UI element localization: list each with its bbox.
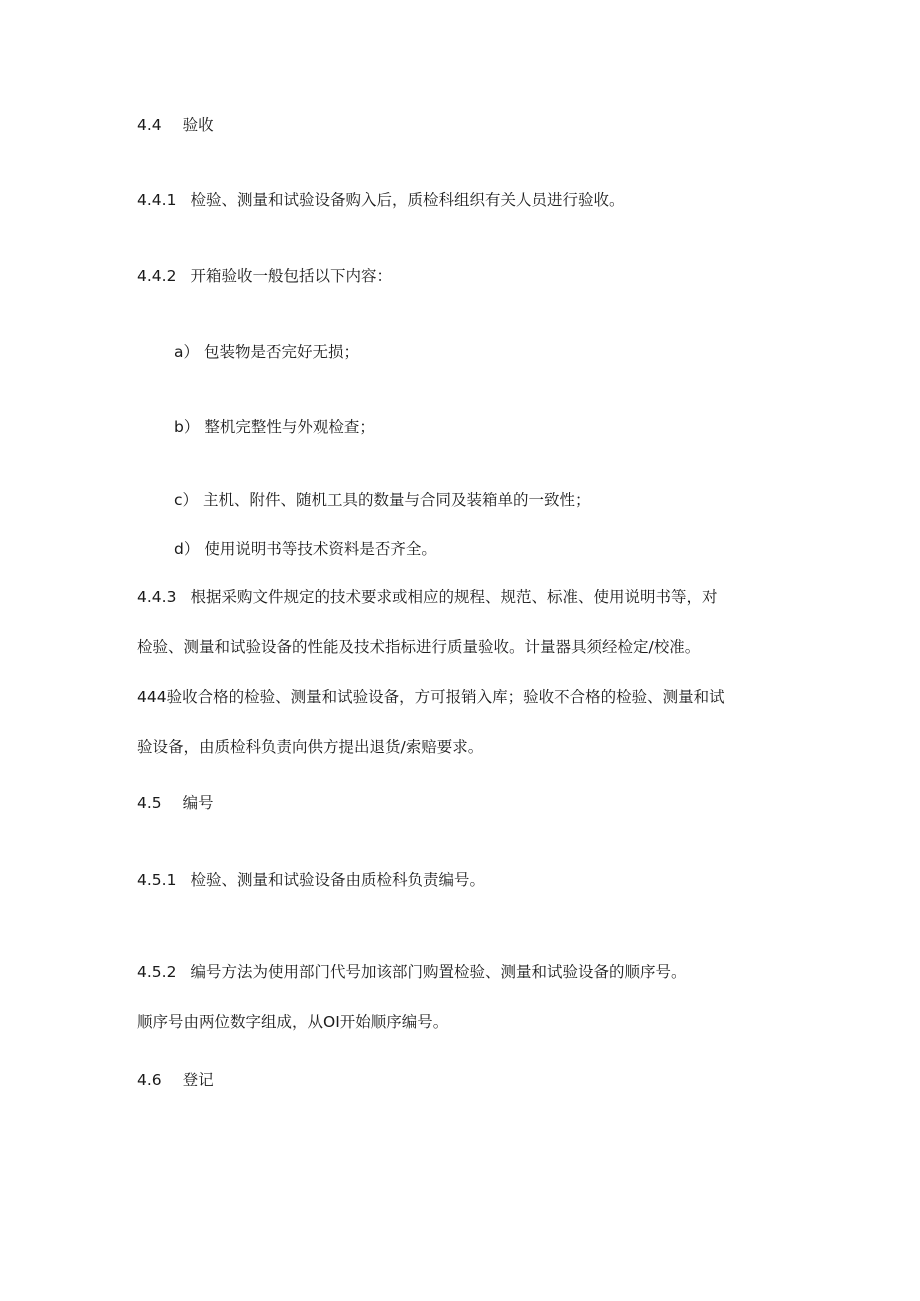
section-number: 4.5 (137, 794, 162, 812)
section-number: 4.4 (137, 116, 162, 134)
heading-4-4 (137, 114, 214, 136)
paragraph-4-5-1 (137, 869, 485, 891)
paragraph-text: 检验、测量和试验设备的性能及技术指标进行质量验收。计量器具须经检定/校准。 (137, 638, 701, 656)
paragraph-4-5-2-line-2 (137, 1011, 448, 1033)
paragraph-4-4-2 (137, 265, 392, 287)
section-number: 4.6 (137, 1071, 162, 1089)
list-marker: d） (174, 540, 200, 558)
paragraph-text: 检验、测量和试验设备由质检科负责编号。 (190, 871, 485, 889)
list-item (174, 489, 591, 511)
list-item-text: 包装物是否完好无损； (204, 343, 360, 361)
list-marker: a） (174, 343, 199, 361)
paragraph-4-4-1 (137, 189, 624, 211)
section-title: 验收 (182, 116, 214, 134)
section-number: 4.4.2 (137, 267, 177, 285)
list-item (174, 416, 375, 438)
section-number: 4.4.3 (137, 588, 177, 606)
list-item (174, 341, 359, 363)
list-marker: c） (174, 491, 199, 509)
section-title: 登记 (182, 1071, 214, 1089)
list-item-text: 主机、附件、随机工具的数量与合同及装箱单的一致性； (203, 491, 591, 509)
paragraph-4-4-3-line-1 (137, 586, 717, 608)
paragraph-text: 根据采购文件规定的技术要求或相应的规程、规范、标准、使用说明书等，对 (190, 588, 718, 606)
paragraph-text: 开箱验收一般包括以下内容： (190, 267, 392, 285)
list-item (174, 538, 437, 560)
section-number: 4.5.1 (137, 871, 177, 889)
section-title: 编号 (182, 794, 214, 812)
paragraph-text: 检验、测量和试验设备购入后，质检科组织有关人员进行验收。 (190, 191, 625, 209)
list-marker: b） (174, 418, 200, 436)
paragraph-4-5-2-line-1 (137, 961, 686, 983)
section-number: 4.5.2 (137, 963, 177, 981)
paragraph-text: 编号方法为使用部门代号加该部门购置检验、测量和试验设备的顺序号。 (190, 963, 687, 981)
paragraph-text: 验设备，由质检科负责向供方提出退货/索赔要求。 (137, 738, 484, 756)
paragraph-text: 顺序号由两位数字组成，从OI开始顺序编号。 (137, 1013, 449, 1031)
list-item-text: 使用说明书等技术资料是否齐全。 (204, 540, 437, 558)
section-number: 4.4.1 (137, 191, 177, 209)
paragraph-4-4-4-line-2 (137, 736, 483, 758)
heading-4-6 (137, 1069, 214, 1091)
paragraph-text: 444验收合格的检验、测量和试验设备，方可报销入库；验收不合格的检验、测量和试 (137, 688, 725, 706)
paragraph-4-4-3-line-2 (137, 636, 700, 658)
heading-4-5 (137, 792, 214, 814)
paragraph-4-4-4-line-1 (137, 686, 725, 708)
list-item-text: 整机完整性与外观检查； (204, 418, 375, 436)
